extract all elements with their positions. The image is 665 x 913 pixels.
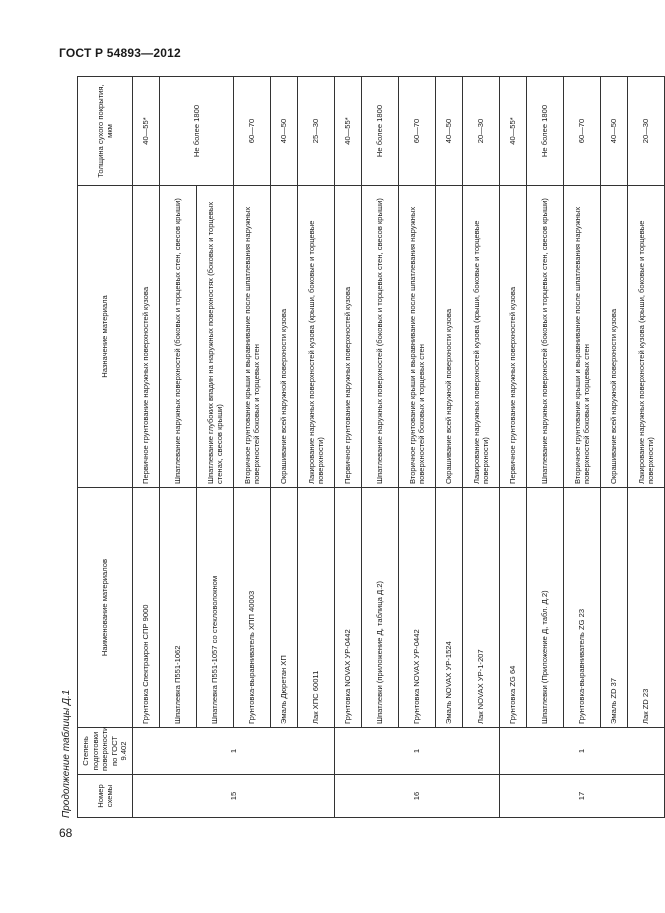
- coating-thickness-cell: 40—55*: [500, 77, 527, 186]
- table-row: [298, 77, 335, 818]
- material-name-cell: Грунтовка-выравниватель ZG 23: [564, 488, 601, 728]
- surface-degree-cell: 1: [133, 728, 335, 775]
- surface-degree-cell: 1: [335, 728, 500, 775]
- material-name-cell: Грунтовка-выравниватель ХПП 40003: [234, 488, 271, 728]
- coating-thickness-cell: 40—55*: [133, 77, 160, 186]
- material-purpose-cell: Шпатлевание наружных поверхностей (боковых и торцевых стен, свесов крыши): [362, 186, 399, 488]
- coating-thickness-cell: Не более 1800: [160, 77, 234, 186]
- materials-table: [77, 76, 665, 818]
- material-name-cell: Шпатлевки (приложение Д, таблица Д.2): [362, 488, 399, 728]
- table-row: [399, 77, 436, 818]
- material-purpose-cell: Окрашивание всей наружной поверхности кузова: [601, 186, 628, 488]
- coating-thickness-cell: 20—30: [463, 77, 500, 186]
- material-name-cell: Грунтовка NOVAX УР-0442: [399, 488, 436, 728]
- table-row: [601, 77, 628, 818]
- table-caption: Продолжение таблицы Д.1: [61, 689, 72, 818]
- table-row: [436, 77, 463, 818]
- material-purpose-cell: Шпатлевание глубоких впадин на наружных поверхностях (боковых и торцевых стенах, свесов крыши): [197, 186, 234, 488]
- coating-thickness-cell: 60—70: [564, 77, 601, 186]
- material-purpose-cell: Первичное грунтование наружных поверхностей кузова: [500, 186, 527, 488]
- material-name-cell: Лак ХПС 60011: [298, 488, 335, 728]
- coating-thickness-cell: Не более 1800: [527, 77, 564, 186]
- material-name-cell: Эмаль NOVAX УР-1524: [436, 488, 463, 728]
- table-body: [133, 77, 665, 818]
- col-header-surface-degree: Степень подготовки поверхности по ГОСТ 9.402: [78, 728, 133, 775]
- coating-thickness-cell: 40—50: [436, 77, 463, 186]
- table-row: [463, 77, 500, 818]
- coating-thickness-cell: 25—30: [298, 77, 335, 186]
- material-name-cell: Грунтовка NOVAX УР-0442: [335, 488, 362, 728]
- scheme-number-cell: 17: [500, 775, 665, 818]
- rotated-table-area: [61, 77, 655, 818]
- material-name-cell: Эмаль ZD 37: [601, 488, 628, 728]
- material-name-cell: Эмаль Дюретан ХП: [271, 488, 298, 728]
- coating-thickness-cell: 40—50: [271, 77, 298, 186]
- material-purpose-cell: Лакирование наружных поверхностей кузова (крыши, боковые и торцевые поверхности): [298, 186, 335, 488]
- material-name-cell: Шпатлевка П551-1057 со стекловолокном: [197, 488, 234, 728]
- material-purpose-cell: Первичное грунтование наружных поверхностей кузова: [133, 186, 160, 488]
- material-name-cell: Лак NOVAX УР-1-207: [463, 488, 500, 728]
- material-purpose-cell: Первичное грунтование наружных поверхностей кузова: [335, 186, 362, 488]
- scheme-number-cell: 16: [335, 775, 500, 818]
- coating-thickness-cell: 60—70: [399, 77, 436, 186]
- material-purpose-cell: Вторичное грунтование крыши и выравнивание после шпатлевания наружных поверхностей боковых и торцевых стен: [399, 186, 436, 488]
- coating-thickness-cell: 40—50: [601, 77, 628, 186]
- material-name-cell: Грунтовка Спектракрон СПР 9000: [133, 488, 160, 728]
- surface-degree-cell: 1: [500, 728, 665, 775]
- table-row: [160, 77, 197, 818]
- page-number: 68: [59, 826, 73, 840]
- table-row: [133, 77, 160, 818]
- table-row: [500, 77, 527, 818]
- col-header-coating-thickness: Толщина сухого покрытия, мкм: [78, 77, 133, 186]
- material-name-cell: Грунтовка ZG 64: [500, 488, 527, 728]
- table-row: [271, 77, 298, 818]
- table-row: [527, 77, 564, 818]
- table-row: [197, 77, 234, 818]
- material-purpose-cell: Окрашивание всей наружной поверхности кузова: [271, 186, 298, 488]
- material-purpose-cell: Шпатлевание наружных поверхностей (боковых и торцевых стен, свесов крыши): [527, 186, 564, 488]
- col-header-scheme-number: Номер схемы: [78, 775, 133, 818]
- table-row: [234, 77, 271, 818]
- coating-thickness-cell: 40—55*: [335, 77, 362, 186]
- col-header-material-purpose: Назначение материала: [78, 186, 133, 488]
- document-header: ГОСТ Р 54893—2012: [59, 46, 181, 60]
- coating-thickness-cell: 60—70: [234, 77, 271, 186]
- scheme-number-cell: 15: [133, 775, 335, 818]
- coating-thickness-cell: Не более 1800: [362, 77, 399, 186]
- material-purpose-cell: Вторичное грунтование крыши и выравнивание после шпатлевания наружных поверхностей боковых и торцевых стен: [234, 186, 271, 488]
- material-name-cell: Лак ZD 23: [628, 488, 665, 728]
- material-name-cell: Шпатлевка П551-1062: [160, 488, 197, 728]
- table-row: [335, 77, 362, 818]
- material-purpose-cell: Окрашивание всей наружной поверхности кузова: [436, 186, 463, 488]
- coating-thickness-cell: 20—30: [628, 77, 665, 186]
- material-purpose-cell: Шпатлевание наружных поверхностей (боковых и торцевых стен, свесов крыши): [160, 186, 197, 488]
- col-header-material-name: Наименование материалов: [78, 488, 133, 728]
- table-row: [362, 77, 399, 818]
- material-purpose-cell: Лакирование наружных поверхностей кузова (крыши, боковые и торцевые поверхности): [628, 186, 665, 488]
- table-row: [564, 77, 601, 818]
- material-purpose-cell: Вторичное грунтование крыши и выравнивание после шпатлевания наружных поверхностей боковых и торцевых стен: [564, 186, 601, 488]
- table-row: [628, 77, 665, 818]
- material-name-cell: Шпатлевки (Приложение Д, табл. Д.2): [527, 488, 564, 728]
- material-purpose-cell: Лакирование наружных поверхностей кузова (крыши, боковые и торцевые поверхности): [463, 186, 500, 488]
